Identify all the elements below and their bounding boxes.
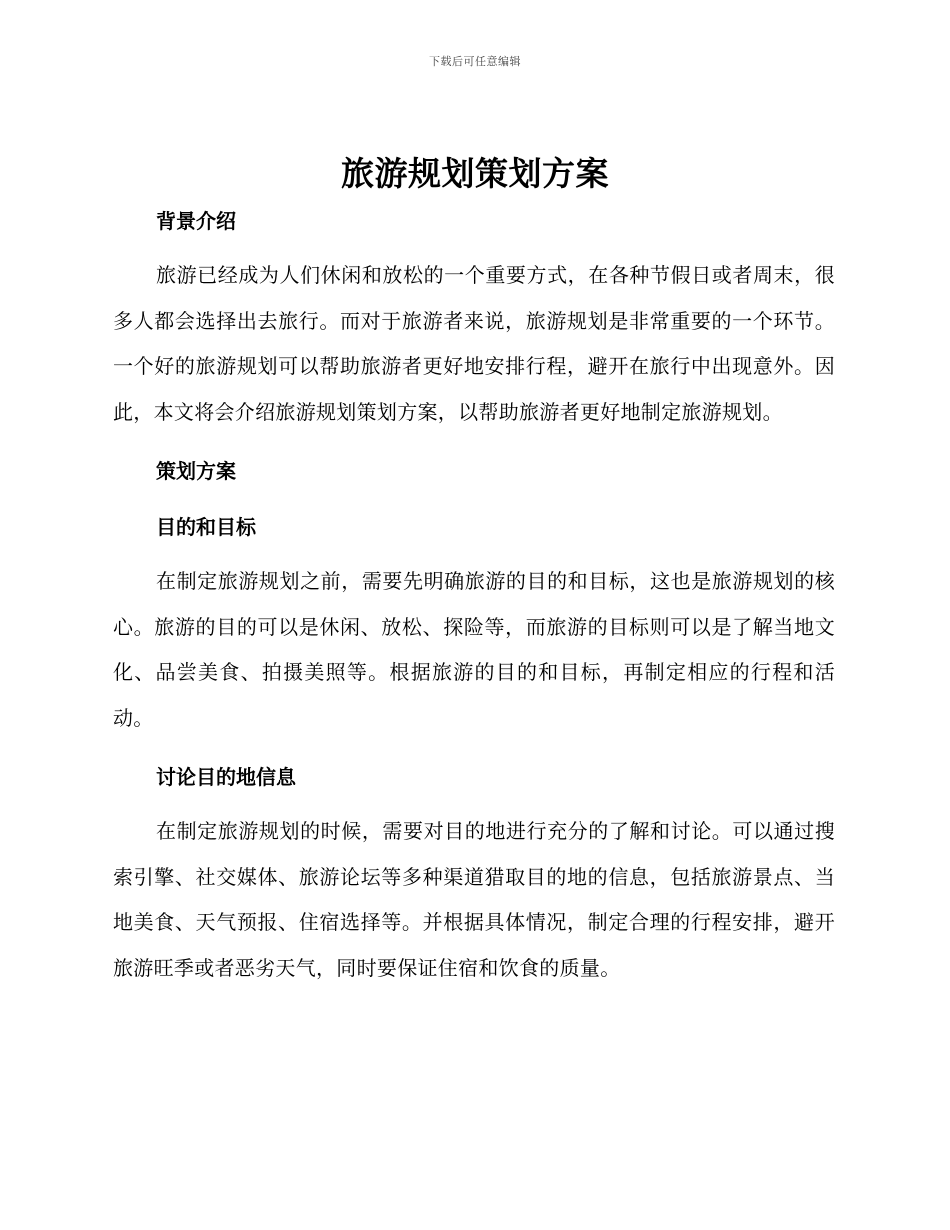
paragraph-goal: 在制定旅游规划之前，需要先明确旅游的目的和目标，这也是旅游规划的核心。旅游的目的可以是休闲、放松、探险等，而旅游的目标则可以是了解当地文化、品尝美食、拍摄美照等。根据旅游的目的和目标，再制定相应的行程和活动。 bbox=[113, 569, 835, 730]
section-heading-plan: 策划方案 bbox=[156, 459, 236, 483]
document-body bbox=[113, 203, 835, 991]
section-heading-background: 背景介绍 bbox=[156, 209, 236, 233]
paragraph-destination: 在制定旅游规划的时候，需要对目的地进行充分的了解和讨论。可以通过搜索引擎、社交媒体、旅游论坛等多种渠道猎取目的地的信息，包括旅游景点、当地美食、天气预报、住宿选择等。并根据具体情况，制定合理的行程安排，避开旅游旺季或者恶劣天气，同时要保证住宿和饮食的质量。 bbox=[113, 819, 835, 980]
paragraph-background: 旅游已经成为人们休闲和放松的一个重要方式，在各种节假日或者周末，很多人都会选择出去旅行。而对于旅游者来说，旅游规划是非常重要的一个环节。一个好的旅游规划可以帮助旅游者更好地安排行程，避开在旅行中出现意外。因此，本文将会介绍旅游规划策划方案，以帮助旅游者更好地制定旅游规划。 bbox=[113, 263, 835, 424]
section-heading-destination: 讨论目的地信息 bbox=[156, 765, 296, 789]
document-title: 旅游规划策划方案 bbox=[341, 154, 609, 193]
page-header-note: 下载后可任意编辑 bbox=[429, 55, 521, 68]
section-heading-goal: 目的和目标 bbox=[156, 515, 256, 539]
